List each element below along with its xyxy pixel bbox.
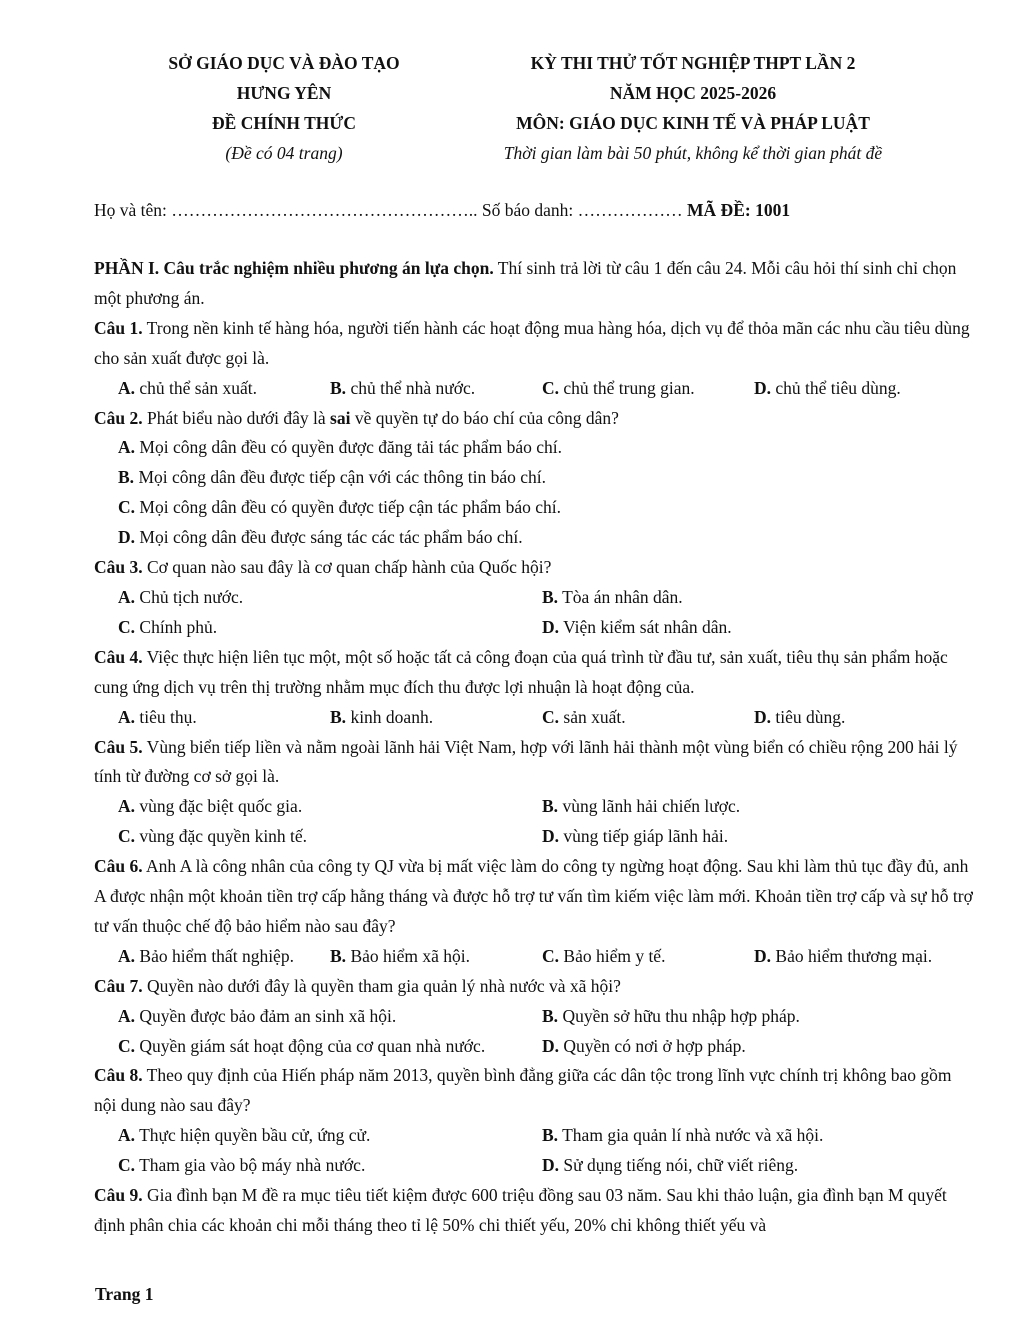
page-count-note: (Đề có 04 trang) <box>225 143 343 163</box>
options-q7-row1 <box>94 1002 974 1032</box>
question-number: Câu 9. <box>94 1185 143 1206</box>
question-number: Câu 5. <box>94 736 143 757</box>
option-a: A. Thực hiện quyền bầu cử, ứng cử. <box>118 1125 371 1146</box>
options-q3-row1 <box>94 583 974 613</box>
school-year: NĂM HỌC 2025-2026 <box>609 83 777 103</box>
option-d: D. Mọi công dân đều được sáng tác các tác phẩm báo chí. <box>118 527 523 548</box>
option-b: B. kinh doanh. <box>330 706 434 727</box>
question-number: Câu 1. <box>94 317 143 338</box>
option-d: D. chủ thể tiêu dùng. <box>754 377 901 398</box>
question-text: Phát biểu nào dưới đây là <box>142 407 331 428</box>
option-d: D. Viện kiểm sát nhân dân. <box>542 616 732 637</box>
department-name: SỞ GIÁO DỤC VÀ ĐÀO TẠO <box>168 53 400 73</box>
question-text: Cơ quan nào sau đây là cơ quan chấp hành của Quốc hội? <box>142 557 552 578</box>
option-c: C. vùng đặc quyền kinh tế. <box>118 826 308 847</box>
option-c: C. Chính phủ. <box>118 616 218 637</box>
option-b: B. vùng lãnh hải chiến lược. <box>542 796 741 817</box>
options-q5-row1 <box>94 792 974 822</box>
question-text: Việc thực hiện liên tục một, một số hoặc tất cả công đoạn của quá trình từ đầu tư, sản xuất, tiêu thụ sản phẩm hoặc cung ứng dịch vụ trên thị trường nhằm mục đích thu được lợi nhuận là hoạt động của. <box>94 646 948 697</box>
options-q8-row1 <box>94 1121 974 1151</box>
candidate-info <box>94 196 954 224</box>
official-label: ĐỀ CHÍNH THỨC <box>212 113 356 133</box>
question-4 <box>94 643 974 703</box>
exam-code: MÃ ĐỀ: 1001 <box>687 200 791 220</box>
question-1 <box>94 314 974 374</box>
question-text: Quyền nào dưới đây là quyền tham gia quản lý nhà nước và xã hội? <box>142 975 621 996</box>
option-a: A. Bảo hiểm thất nghiệp. <box>118 945 294 966</box>
subject: MÔN: GIÁO DỤC KINH TẾ VÀ PHÁP LUẬT <box>516 113 870 133</box>
option-b: B. Quyền sở hữu thu nhập hợp pháp. <box>542 1005 800 1026</box>
option-c: C. Quyền giám sát hoạt động của cơ quan nhà nước. <box>118 1035 486 1056</box>
option-c: C. Mọi công dân đều có quyền được tiếp cận tác phẩm báo chí. <box>118 497 561 518</box>
option-c: C. Bảo hiểm y tế. <box>542 945 666 966</box>
option-b: B. Tham gia quản lí nhà nước và xã hội. <box>542 1125 824 1146</box>
question-text: Anh A là công nhân của công ty QJ vừa bị mất việc làm do công ty ngừng hoạt động. Sau khi làm thủ tục đầy đủ, anh A được nhận một khoản tiền trợ cấp hằng tháng và được hỗ trợ tư vấn tìm kiếm việc làm mới. Khoản tiền trợ cấp và sự hỗ trợ tư vấn thuộc chế độ bảo hiểm nào sau đây? <box>94 856 973 936</box>
exam-body <box>94 254 974 1241</box>
option-b: B. Bảo hiểm xã hội. <box>330 945 470 966</box>
question-5 <box>94 733 974 793</box>
question-number: Câu 8. <box>94 1065 143 1086</box>
question-7 <box>94 972 974 1002</box>
option-c: C. sản xuất. <box>542 706 626 727</box>
question-9 <box>94 1181 974 1241</box>
time-limit: Thời gian làm bài 50 phút, không kể thời gian phát đề <box>503 143 883 163</box>
options-q5-row2 <box>94 822 974 852</box>
question-number: Câu 2. <box>94 407 143 428</box>
question-8 <box>94 1061 974 1121</box>
question-text: Vùng biển tiếp liền và nằm ngoài lãnh hải Việt Nam, hợp với lãnh hải thành một vùng biển có chiều rộng 200 hải lý tính từ đường cơ sở gọi là. <box>94 736 958 787</box>
part-heading <box>94 254 974 314</box>
options-q7-row2 <box>94 1032 974 1062</box>
option-a: A. vùng đặc biệt quốc gia. <box>118 796 303 817</box>
option-d: D. Quyền có nơi ở hợp pháp. <box>542 1035 746 1056</box>
question-text: Trong nền kinh tế hàng hóa, người tiến hành các hoạt động mua hàng hóa, dịch vụ để thỏa mãn các nhu cầu tiêu dùng cho sản xuất được gọi là. <box>94 317 970 368</box>
option-a: A. chủ thể sản xuất. <box>118 377 257 398</box>
exam-title: KỲ THI THỬ TỐT NGHIỆP THPT LẦN 2 <box>530 53 856 73</box>
option-a: A. tiêu thụ. <box>118 706 197 727</box>
option-d: D. Bảo hiểm thương mại. <box>754 945 933 966</box>
options-q4 <box>94 703 974 733</box>
part-title: PHẦN I. Câu trắc nghiệm nhiều phương án lựa chọn. <box>94 258 494 278</box>
emphasis-word: sai <box>330 407 351 428</box>
option-a: A. Chủ tịch nước. <box>118 586 244 607</box>
page-number: Trang 1 <box>95 1284 154 1304</box>
option-c: C. Tham gia vào bộ máy nhà nước. <box>118 1155 366 1176</box>
option-d: D. Sử dụng tiếng nói, chữ viết riêng. <box>542 1155 799 1176</box>
option-a: A. Mọi công dân đều có quyền được đăng tải tác phẩm báo chí. <box>118 437 562 458</box>
option-b: B. chủ thể nhà nước. <box>330 377 476 398</box>
header-left <box>86 48 482 168</box>
part-instruction: Thí sinh trả lời từ câu 1 đến câu 24. Mỗi câu hỏi thí sinh chỉ chọn một phương án. <box>94 258 957 308</box>
province-name: HƯNG YÊN <box>236 83 332 103</box>
options-q6 <box>94 942 974 972</box>
options-q8-row2 <box>94 1151 974 1181</box>
header-right <box>470 48 916 168</box>
options-q1 <box>94 374 974 404</box>
option-b: B. Tòa án nhân dân. <box>542 586 683 607</box>
question-text: Theo quy định của Hiến pháp năm 2013, quyền bình đẳng giữa các dân tộc trong lĩnh vực chính trị không bao gồm nội dung nào sau đây? <box>94 1065 952 1116</box>
question-number: Câu 6. <box>94 856 143 877</box>
question-number: Câu 7. <box>94 975 143 996</box>
candidate-fields: Họ và tên: …………………………………………….. Số báo danh: ……………… <box>94 200 688 220</box>
option-d: D. vùng tiếp giáp lãnh hải. <box>542 826 729 847</box>
question-2 <box>94 404 974 434</box>
question-6 <box>94 852 974 942</box>
option-d: D. tiêu dùng. <box>754 706 846 727</box>
question-number: Câu 4. <box>94 646 143 667</box>
question-3 <box>94 553 974 583</box>
options-q3-row2 <box>94 613 974 643</box>
question-text: Gia đình bạn M đề ra mục tiêu tiết kiệm được 600 triệu đồng sau 03 năm. Sau khi thảo luận, gia đình bạn M quyết định phân chia các khoản chi mỗi tháng theo tỉ lệ 50% chi thiết yếu, 20% chi không thiết yếu và <box>94 1185 947 1235</box>
option-b: B. Mọi công dân đều được tiếp cận với các thông tin báo chí. <box>118 467 546 488</box>
option-c: C. chủ thể trung gian. <box>542 377 695 398</box>
question-number: Câu 3. <box>94 557 143 578</box>
question-text-end: về quyền tự do báo chí của công dân? <box>350 407 619 428</box>
option-a: A. Quyền được bảo đảm an sinh xã hội. <box>118 1005 397 1026</box>
